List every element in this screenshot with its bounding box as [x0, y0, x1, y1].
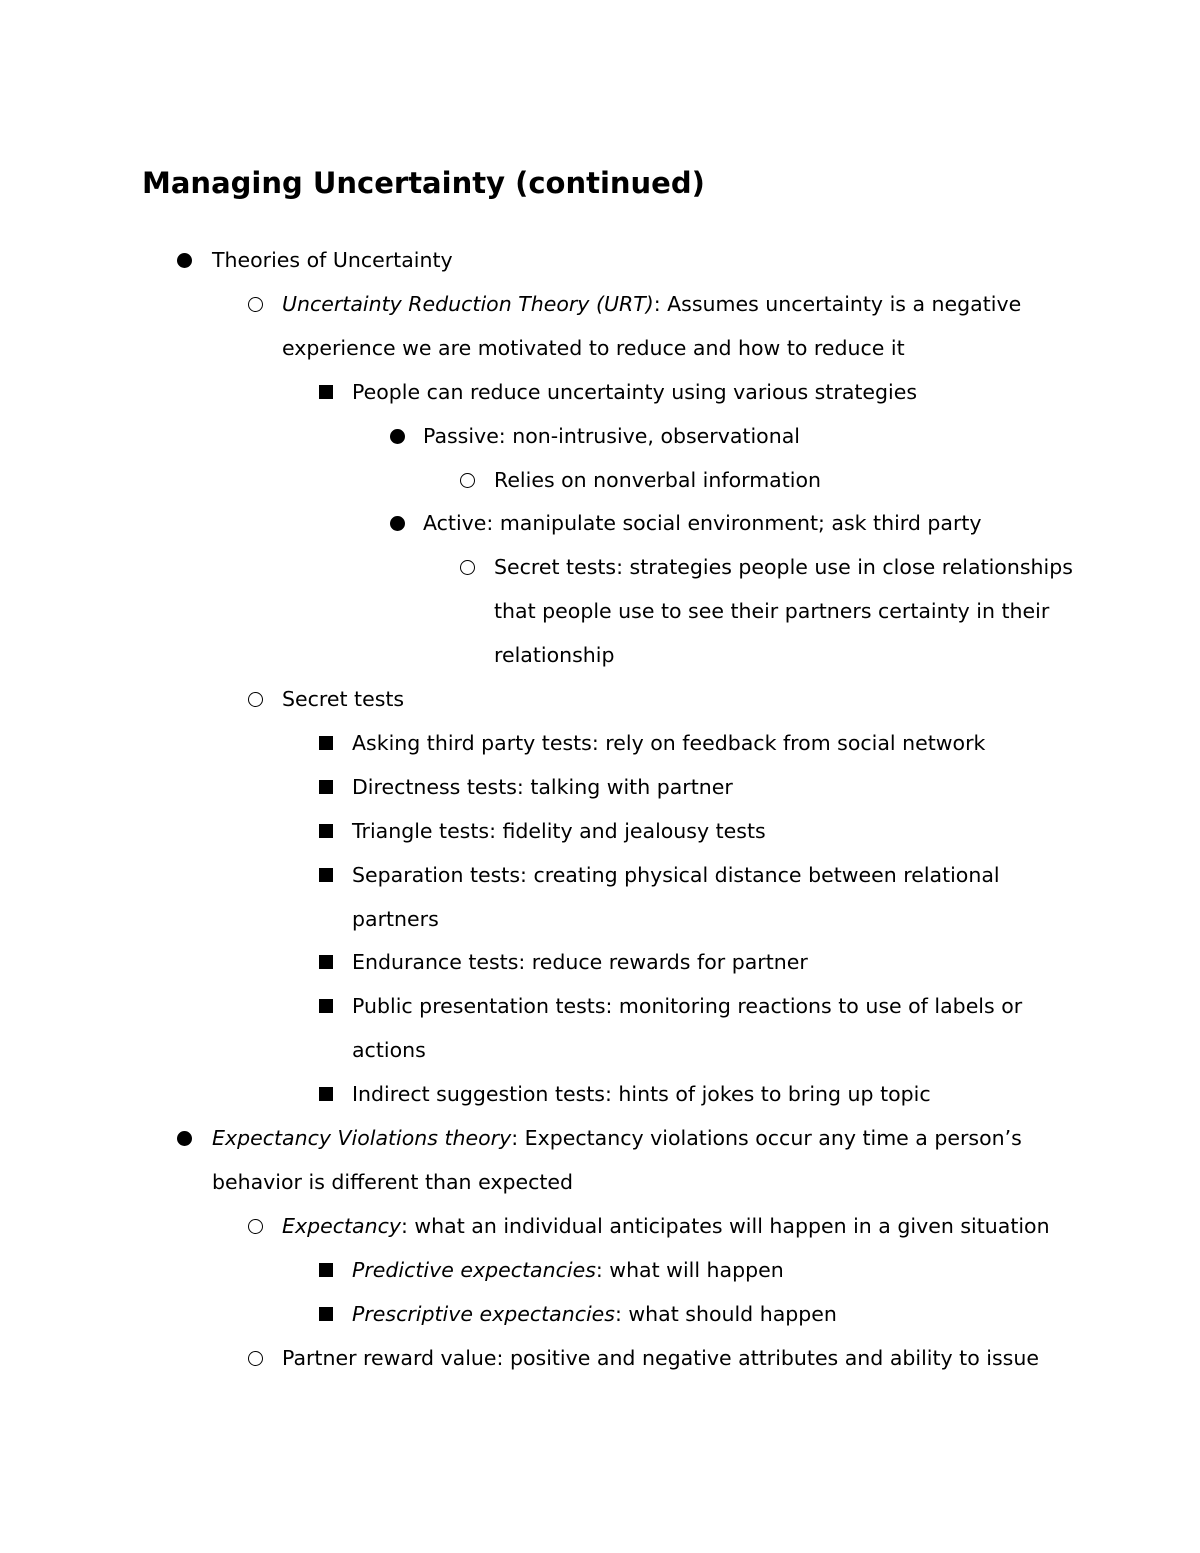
list-item-text — [352, 1248, 784, 1292]
text-segment: Active: manipulate social environment; ask third party — [423, 511, 982, 536]
text-segment: partners — [352, 906, 439, 931]
list-item-text — [282, 326, 905, 370]
square-bullet-icon — [319, 1307, 333, 1321]
italic-term: Expectancy — [282, 1213, 401, 1238]
list-item-text — [282, 1204, 1050, 1248]
list-item-text — [352, 897, 439, 941]
list-item-text — [352, 721, 985, 765]
list-item-text — [352, 1028, 426, 1072]
italic-term: Uncertainty Reduction Theory (URT) — [282, 291, 654, 316]
list-item-text — [352, 370, 917, 414]
list-item-text — [423, 414, 800, 458]
list-item-text — [352, 984, 1022, 1028]
square-bullet-icon — [319, 1263, 333, 1277]
circle-bullet-icon — [248, 1219, 263, 1234]
list-item-text — [352, 1072, 931, 1116]
text-segment: relationship — [494, 643, 615, 668]
italic-term: Expectancy Violations theory — [212, 1126, 512, 1150]
text-segment: Endurance tests: reduce rewards for partner — [352, 950, 808, 975]
text-segment: actions — [352, 1038, 426, 1063]
list-item-text — [212, 1160, 573, 1204]
list-item-text — [352, 853, 1000, 897]
list-item-text — [282, 1336, 1039, 1380]
circle-bullet-icon — [460, 473, 475, 488]
text-segment: Secret tests — [282, 687, 405, 711]
text-segment: Theories of Uncertainty — [212, 248, 453, 272]
text-segment: Partner reward value: positive and negative attributes and ability to issue — [282, 1345, 1039, 1370]
list-item-text — [494, 589, 1049, 633]
list-item-text — [423, 501, 982, 545]
list-item-text — [282, 677, 404, 721]
text-segment: Asking third party tests: rely on feedback from social network — [352, 730, 986, 755]
disc-bullet-icon — [390, 429, 405, 444]
text-segment: Triangle tests: fidelity and jealousy tests — [352, 818, 766, 843]
text-segment: Relies on nonverbal information — [494, 467, 821, 492]
text-segment: : Assumes uncertainty is a negative — [653, 291, 1022, 316]
list-item-text — [494, 633, 615, 677]
page-title: Managing Uncertainty (continued) — [142, 166, 705, 200]
list-item-text — [282, 282, 1021, 326]
text-segment: People can reduce uncertainty using various strategies — [352, 379, 918, 404]
text-segment: : Expectancy violations occur any time a person’s — [511, 1126, 1022, 1150]
square-bullet-icon — [319, 780, 333, 794]
text-segment: Indirect suggestion tests: hints of jokes to bring up topic — [352, 1082, 931, 1107]
circle-bullet-icon — [460, 560, 475, 575]
list-item-text — [352, 765, 733, 809]
list-item-text — [352, 809, 766, 853]
square-bullet-icon — [319, 736, 333, 750]
circle-bullet-icon — [248, 1351, 263, 1366]
text-segment: Public presentation tests: monitoring reactions to use of labels or — [352, 994, 1023, 1019]
text-segment: behavior is different than expected — [212, 1169, 574, 1194]
square-bullet-icon — [319, 824, 333, 838]
square-bullet-icon — [319, 999, 333, 1013]
text-segment: : what should happen — [614, 1301, 837, 1326]
text-segment: : what will happen — [595, 1257, 784, 1282]
text-segment: that people use to see their partners certainty in their — [494, 599, 1050, 624]
list-item-text — [352, 940, 808, 984]
text-segment: Separation tests: creating physical distance between relational — [352, 862, 1000, 887]
list-item-text — [494, 545, 1073, 589]
list-item-text — [212, 238, 453, 282]
circle-bullet-icon — [248, 297, 263, 312]
list-item-text — [352, 1292, 837, 1336]
disc-bullet-icon — [177, 253, 192, 268]
text-segment: Secret tests: strategies people use in close relationships — [494, 555, 1073, 580]
square-bullet-icon — [319, 385, 333, 399]
italic-term: Prescriptive expectancies — [352, 1301, 615, 1326]
text-segment: experience we are motivated to reduce and how to reduce it — [282, 335, 905, 360]
list-item-text — [212, 1116, 1022, 1160]
text-segment: : what an individual anticipates will happen in a given situation — [400, 1213, 1050, 1238]
text-segment: Passive: non-intrusive, observational — [423, 423, 800, 448]
circle-bullet-icon — [248, 692, 263, 707]
disc-bullet-icon — [177, 1131, 192, 1146]
square-bullet-icon — [319, 868, 333, 882]
square-bullet-icon — [319, 955, 333, 969]
disc-bullet-icon — [390, 516, 405, 531]
italic-term: Predictive expectancies — [352, 1257, 596, 1282]
text-segment: Directness tests: talking with partner — [352, 774, 733, 799]
square-bullet-icon — [319, 1087, 333, 1101]
list-item-text — [494, 458, 821, 502]
